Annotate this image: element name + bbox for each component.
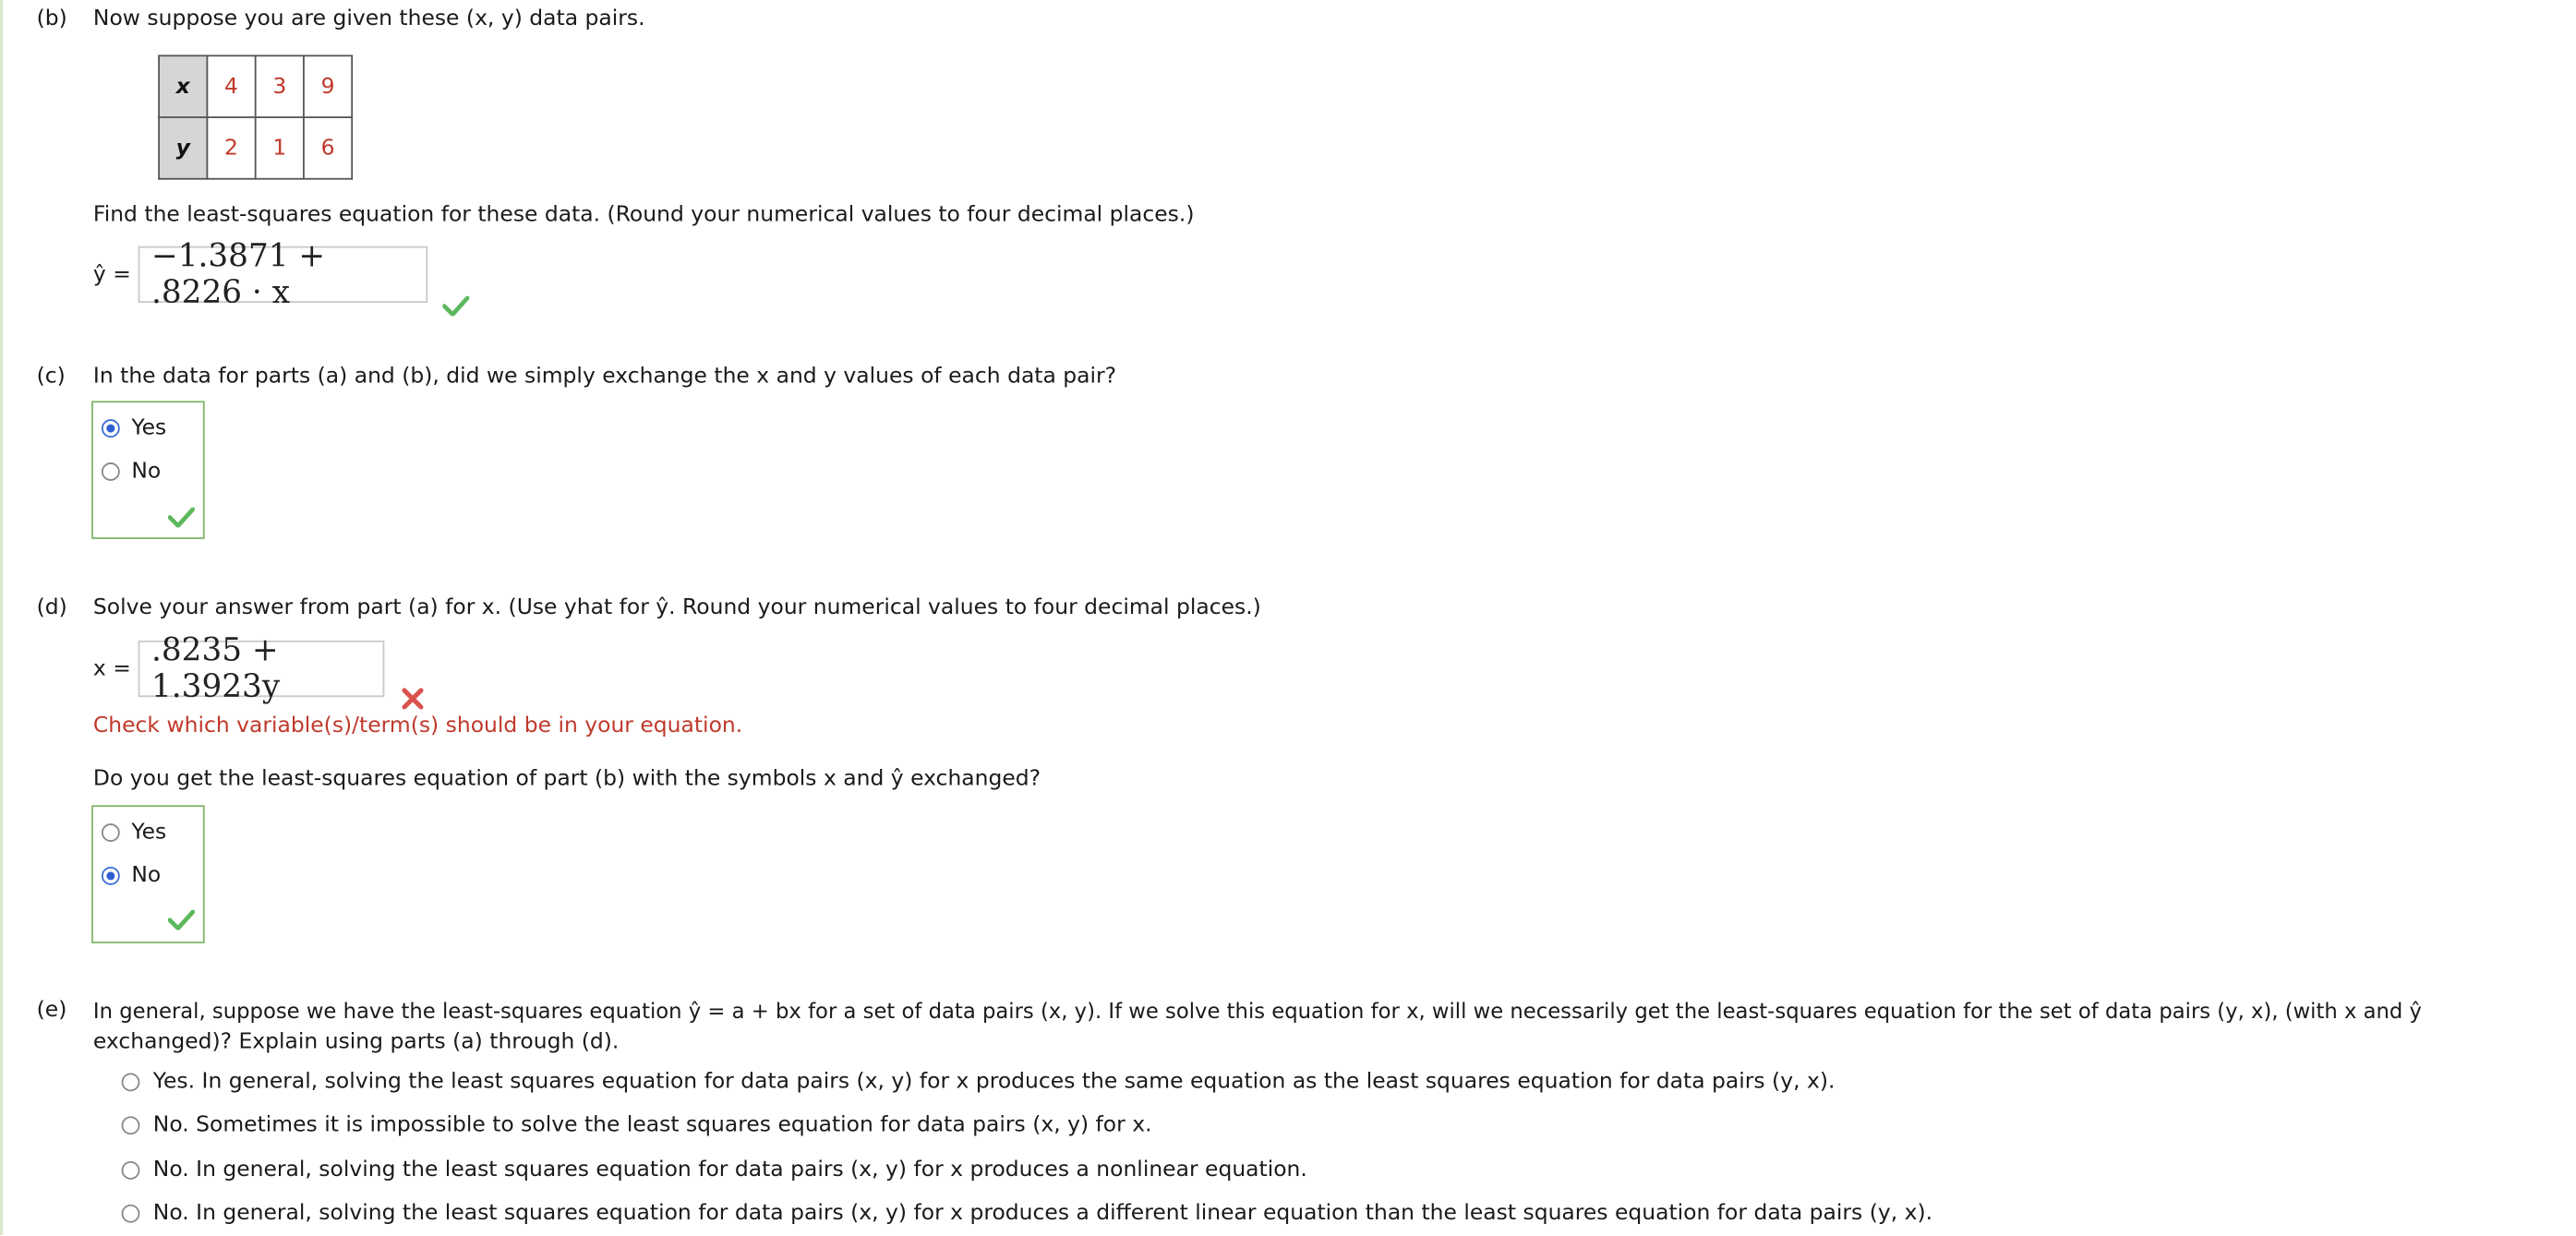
x-value-1: 4: [207, 55, 255, 117]
part-c-options-box: [91, 401, 205, 539]
y-header: y: [159, 117, 207, 179]
part-c-option-yes-label: Yes: [131, 415, 167, 441]
part-d-option-yes-label: Yes: [131, 820, 167, 846]
part-d-question2: Do you get the least-squares equation of part (b) with the symbols x and ŷ exchanged?: [92, 766, 1041, 792]
x-answer-value: .8235 + 1.3923y: [151, 631, 281, 706]
part-b-prompt: Now suppose you are given these (x, y) data pairs.: [92, 6, 645, 32]
part-e-option-2-label: No. Sometimes it is impossible to solve the least squares equation for data pairs (x, y) for x.: [152, 1112, 1152, 1138]
part-c-label: (c): [36, 364, 66, 390]
correct-check-icon: [442, 296, 469, 317]
part-b-label: (b): [36, 6, 67, 32]
y-value-1: 2: [207, 117, 255, 179]
part-d-radio-no[interactable]: [102, 867, 120, 885]
part-c-radio-yes[interactable]: [102, 419, 120, 438]
yhat-answer-input[interactable]: [138, 237, 428, 312]
x-answer-label: x =: [92, 656, 131, 682]
yhat-answer-label: ŷ =: [92, 262, 131, 288]
part-c-question: In the data for parts (a) and (b), did we simply exchange the x and y values of each data pair?: [92, 364, 1117, 390]
part-b-instruction: Find the least-squares equation for these data. (Round your numerical values to four decimal places.): [92, 202, 1195, 228]
incorrect-x-icon: [401, 687, 424, 710]
part-c-option-no-label: No: [131, 459, 162, 485]
part-e-option-4-label: No. In general, solving the least squares equation for data pairs (x, y) for x produces a different linear equation than the least squares equation for data pairs (y, x).: [152, 1201, 1933, 1227]
correct-check-icon: [168, 508, 195, 528]
part-e-option-1-label: Yes. In general, solving the least squares equation for data pairs (x, y) for x produces the same equation as the least squares equation for data pairs (y, x).: [152, 1069, 1836, 1095]
y-value-2: 1: [256, 117, 304, 179]
part-c-radio-no[interactable]: [102, 462, 120, 481]
part-e-radio-3[interactable]: [122, 1161, 140, 1180]
part-e-radio-4[interactable]: [122, 1205, 140, 1223]
part-d-option-no-label: No: [131, 863, 162, 889]
part-e-label: (e): [36, 998, 67, 1024]
correct-check-icon: [168, 910, 195, 930]
part-e-option-3-label: No. In general, solving the least squares equation for data pairs (x, y) for x produces a nonlinear equation.: [152, 1158, 1307, 1183]
x-answer-input[interactable]: [138, 631, 385, 706]
part-d-radio-yes[interactable]: [102, 823, 120, 842]
part-e-question-line1: In general, suppose we have the least-squares equation ŷ = a + bx for a set of data pairs (x, y). If we solve this equation for x, will we necessarily get the least-squares equation for the set of data pairs (y, x), (with x and ŷ: [92, 998, 2422, 1024]
part-d-instruction: Solve your answer from part (a) for x. (Use yhat for ŷ. Round your numerical values to four decimal places.): [92, 595, 1261, 621]
part-d-label: (d): [36, 595, 67, 621]
part-d-options-box: [91, 805, 205, 943]
data-table: [158, 54, 353, 179]
part-d-feedback: Check which variable(s)/term(s) should be in your equation.: [92, 714, 743, 739]
yhat-answer-value: −1.3871 + .8226 · x: [151, 237, 326, 312]
part-e-question-line2: exchanged)? Explain using parts (a) through (d).: [92, 1029, 620, 1055]
x-header: x: [159, 55, 207, 117]
x-value-3: 9: [304, 55, 352, 117]
part-e-radio-1[interactable]: [122, 1073, 140, 1091]
y-value-3: 6: [304, 117, 352, 179]
x-value-2: 3: [256, 55, 304, 117]
part-e-radio-2[interactable]: [122, 1116, 140, 1134]
